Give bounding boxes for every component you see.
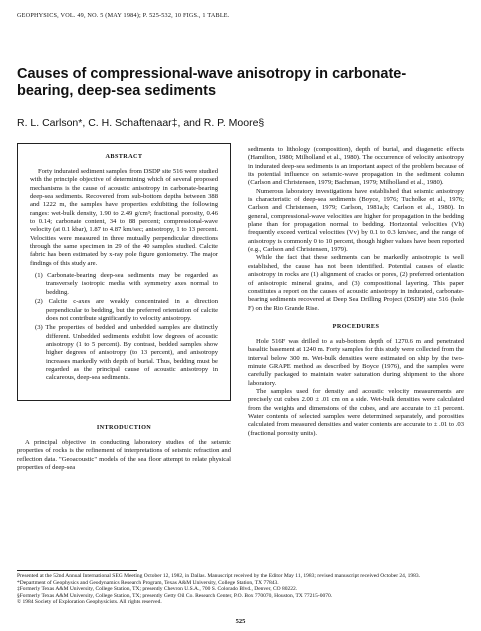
introduction-heading: INTRODUCTION [96,424,152,431]
abstract-paragraph: Forty indurated sediment samples from DSDP site 516 were studied with the principle objective of determining which of several proposed mechanisms is the cause of acoustic anisotropy in carbonate-bearing deep-sea sediments. Recovered from sub-bottom depths between 388 and 1222 m, the samples have properties exhibiting the following ranges: wet-bulk density, 1.90 to 2.49 g/cm³; fractional porosity, 0.46 to 0.14; carbonate content, 34 to 88 percent; compressional-wave velocity (at 0.1 kbar), 1.87 to 4.87 km/sec; anisotropy, 1 to 13 percent. Velocities were measured in three mutually perpendicular directions through the same specimen in 29 of the 40 samples studied. Calcite fabric has been estimated by x-ray pole figure goniometry. The major findings of this study are. [30,168,218,267]
right-column [248,146,464,438]
body-paragraph-1: sediments to lithology (composition), depth of burial, and diagenetic effects (Hamilton, 1980; Milholland et al., 1980). The occurrence of velocity anisotropy in indurated deep-sea sediments is an important aspect of the problem because of its potential influence on seismic-wave propagation in the sediment column (Carlson and Christensen, 1979; Bachman, 1979; Milholland et al., 1980). [248,146,464,187]
footnote-author-2: ‡Formerly Texas A&M University, College Station, TX; presently Chevron U.S.A., 700 S. Colorado Blvd., Denver, CO 80222. [17,586,298,592]
body-paragraph-5: The samples used for density and acoustic velocity measurements are precisely cut cubes 2.00 ± .01 cm on a side. Wet-bulk densities were calculated from the weights and dimensions of the cubes, and are accurate to ±1 percent. Water contents of selected samples were determined separately, and porosities calculated from measured densities and water contents are accurate to ± .01 to .03 (fractional porosity units). [248,387,464,437]
footnote-author-3: §Formerly Texas A&M University, College Station, TX; presently Getty Oil Co. Research Center, P.O. Box 770070, Houston, TX 77215-0070. [17,592,333,599]
body-paragraph-2: Numerous laboratory investigations have established that seismic anisotropy is characteristic of deep-sea sediments (Boyce, 1976; Tucholke et al., 1976; Carlson and Christensen, 1979; Carlson, 1981a,b; Carlson et al., 1980). In general, compressional-wave velocities are higher for propagation in the bedding plane than for propagation normal to bedding. Horizontal velocities (Vh) frequently exceed vertical velocities (Vv) by 0.1 to 0.3 km/sec, and the range of anisotropy is commonly 0 to 10 percent, though higher values have been reported (e.g., Carlson and Christensen, 1979). [248,187,464,254]
footnote-presented: Presented at the 52nd Annual International SEG Meeting October 12, 1982, in Dallas. Manuscript received by the Editor May 11, 1983; revised manuscript received October 24, 1983. [17,573,421,579]
abstract-findings-list [30,272,218,382]
abstract-heading: ABSTRACT [105,153,143,160]
footnote-copyright: © 1984 Society of Exploration Geophysicists. All rights reserved. [17,599,162,605]
footnotes [17,573,467,606]
abstract-finding-1: (1) Carbonate-bearing deep-sea sediments may be regarded as transversely isotropic media with symmetry axes normal to bedding. [35,272,218,296]
abstract-box [17,143,231,401]
page-number: 525 [235,618,246,625]
introduction-section [17,424,231,472]
footnote-rule [17,570,137,571]
author-list: R. L. Carlson*, C. H. Schaftenaar‡, and R. P. Moore§ [17,117,265,129]
paper-title: Causes of compressional-wave anisotropy in carbonate-bearing, deep-sea sediments [17,66,407,99]
abstract-finding-2: (2) Calcite c-axes are weakly concentrated in a direction perpendicular to bedding, but the preferred orientation of calcite does not contribute significantly to velocity anisotropy. [35,298,218,322]
body-paragraph-4: Hole 516F was drilled to a sub-bottom depth of 1270.6 m and penetrated basaltic basement at 1240 m. Forty samples for this study were collected from the interval below 300 m. Wet-bulk densities were estimated on ship by the two-minute GRAPE method as described by Boyce (1976), and the samples were carefully packaged to maintain water saturation during shipment to the shore laboratory. [248,337,464,387]
procedures-heading: PROCEDURES [332,322,380,330]
journal-header: GEOPHYSICS, VOL. 49, NO. 5 (MAY 1984); P. 525-532, 10 FIGS., 1 TABLE. [17,12,230,19]
body-paragraph-3: While the fact that these sediments can be markedly anisotropic is well established, the cause has not been identified. Potential causes of elastic anisotropy in rocks are (1) alignment of cracks or pores, (2) preferred orientation of anisotropic mineral grains, and (3) compositional layering. This paper constitutes a report on the causes of acoustic anisotropy in indurated, carbonate-bearing sediments recovered at Deep Sea Drilling Project (DSDP) site 516 (hole F) on the Rio Grande Rise. [248,254,464,312]
footnote-author-1: *Department of Geophysics and Geodynamics Research Program, Texas A&M University, College Station, TX 77843. [17,579,279,586]
introduction-paragraph: A principal objective in conducting laboratory studies of the seismic properties of rocks is the refinement of interpretations of seismic refraction and reflection data. "Geoacoustic" models of the sea floor attempt to relate physical properties of deep-sea [17,439,231,472]
abstract-finding-3: (3) The properties of bedded and unbedded samples are distinctly different. Unbedded sediments exhibit low degrees of acoustic anisotropy (1 to 5 percent). By contrast, bedded samples show higher degrees of anisotropy (to 13 percent), and anisotropy increases markedly with depth of burial. Thus, bedding must be regarded as the principal cause of acoustic anisotropy in calcareous, deep-sea sediments. [35,324,218,382]
